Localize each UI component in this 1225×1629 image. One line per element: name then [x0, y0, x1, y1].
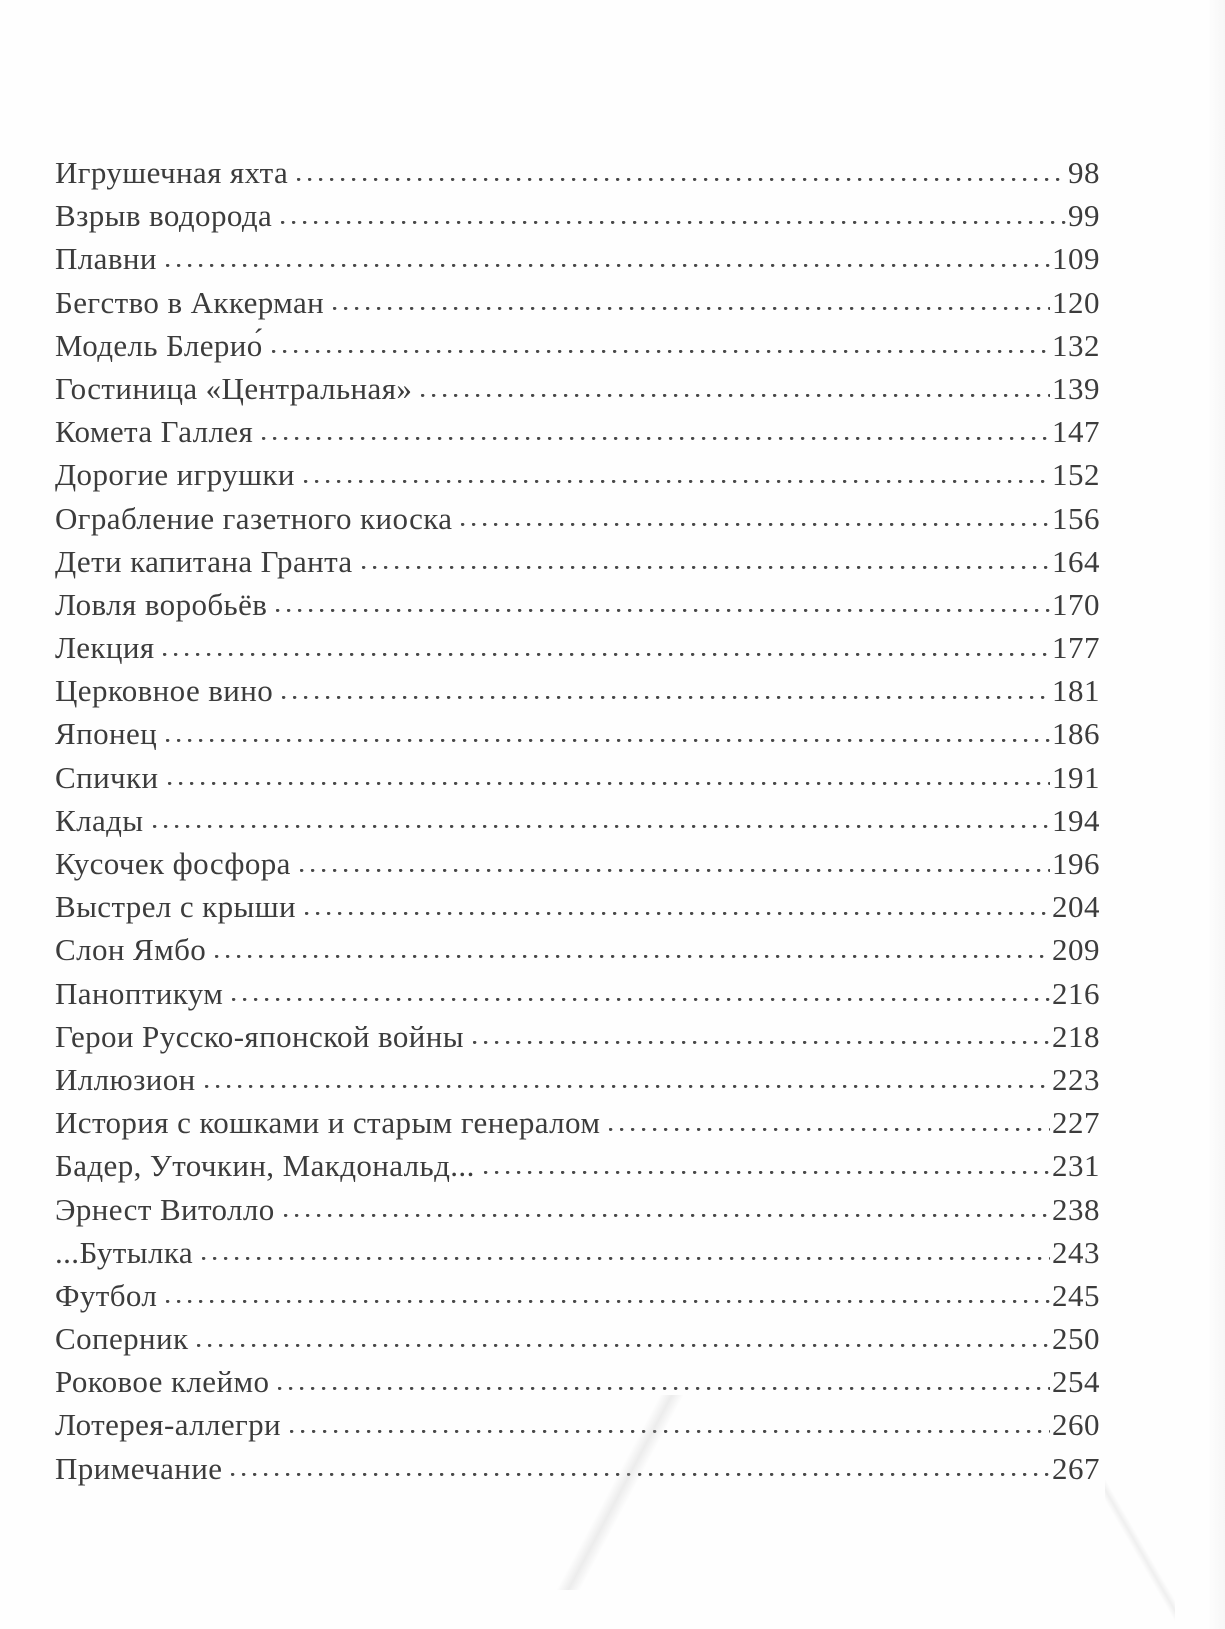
toc-entry: [55, 669, 1100, 712]
toc-entry: [55, 410, 1100, 453]
dot-leader: [163, 634, 1050, 658]
dot-leader: [276, 591, 1050, 615]
scan-crease-artifact: [1105, 1470, 1175, 1629]
toc-entry: [55, 1317, 1100, 1360]
toc-entry-page: 216: [1052, 975, 1100, 1011]
toc-entry-page: 181: [1052, 673, 1100, 709]
toc-entry-page: 204: [1052, 889, 1100, 925]
scan-shading-artifact: [1207, 0, 1225, 1629]
dot-leader: [197, 1325, 1050, 1349]
dot-leader: [421, 375, 1050, 399]
toc-entry: [55, 626, 1100, 669]
toc-entry: [55, 151, 1100, 194]
toc-entry-title: Плавни: [55, 241, 157, 277]
toc-entry: [55, 324, 1100, 367]
toc-entry-page: 152: [1052, 457, 1100, 493]
dot-leader: [232, 980, 1050, 1004]
toc-entry-title: Игрушечная яхта: [55, 155, 289, 190]
toc-entry-title: Соперник: [55, 1321, 189, 1357]
toc-entry-title: Бадер, Уточкин, Макдональд...: [55, 1148, 475, 1184]
dot-leader: [202, 1239, 1050, 1263]
toc-entry-title: Кусочек фосфора: [55, 846, 291, 881]
toc-entry-page: 156: [1052, 500, 1100, 536]
toc-entry-title: Ловля воробьёв: [55, 586, 268, 622]
toc-entry: [55, 842, 1100, 885]
toc-entry-page: 139: [1052, 370, 1100, 406]
toc-entry-title: Взрыв водорода: [55, 198, 273, 234]
toc-entry: [55, 1274, 1100, 1317]
toc-entry: [55, 756, 1100, 799]
toc-entry: [55, 972, 1100, 1015]
dot-leader: [284, 1196, 1050, 1220]
dot-leader: [166, 1282, 1050, 1306]
toc-entry: [55, 1360, 1100, 1403]
dot-leader: [153, 807, 1050, 831]
toc-entry: [55, 583, 1100, 626]
toc-entry-page: 245: [1052, 1277, 1100, 1313]
toc-entry: [55, 885, 1100, 928]
toc-entry-page: 177: [1052, 630, 1100, 666]
toc-entry-title: Герои Русско-японской войны: [55, 1018, 464, 1054]
dot-leader: [281, 202, 1066, 226]
toc-entry-title: Роковое клеймо: [55, 1364, 270, 1400]
toc-entry-title: ...Бутылка: [55, 1234, 193, 1270]
toc-entry: [55, 1231, 1100, 1274]
toc-entry: [55, 712, 1100, 755]
dot-leader: [304, 461, 1050, 485]
toc-entry-page: 109: [1052, 241, 1100, 277]
toc-entry: [55, 1447, 1100, 1490]
toc-entry-title: Клады: [55, 802, 144, 838]
dot-leader: [290, 1411, 1050, 1435]
toc-entry: [55, 1101, 1100, 1144]
dot-leader: [166, 720, 1050, 744]
toc-entry-page: 191: [1052, 759, 1100, 795]
toc-entry: [55, 799, 1100, 842]
toc-entry: [55, 194, 1100, 237]
toc-entry: [55, 1058, 1100, 1101]
toc-entry-title: Лотерея-аллегри: [55, 1407, 282, 1443]
dot-leader: [262, 418, 1050, 442]
toc-entry-page: 223: [1052, 1061, 1100, 1097]
toc-entry-title: Эрнест Витолло: [55, 1191, 275, 1227]
toc-entry: [55, 540, 1100, 583]
toc-entry-page: 260: [1052, 1407, 1100, 1443]
dot-leader: [205, 1066, 1050, 1090]
toc-entry-page: 238: [1052, 1191, 1100, 1227]
dot-leader: [461, 505, 1050, 529]
toc-entry-page: 267: [1052, 1450, 1100, 1486]
dot-leader: [282, 677, 1050, 701]
toc-entry-page: 231: [1052, 1148, 1100, 1184]
dot-leader: [272, 332, 1050, 356]
toc-entry-page: 250: [1052, 1321, 1100, 1357]
toc-entry-page: 164: [1052, 543, 1100, 579]
toc-entry-title: Бегство в Аккерман: [55, 284, 325, 320]
toc-entry-page: 209: [1052, 932, 1100, 968]
toc-entry-page: 132: [1052, 327, 1100, 363]
dot-leader: [215, 936, 1050, 960]
toc-entry-title: Дети капитана Гранта: [55, 543, 353, 579]
toc-entry: [55, 237, 1100, 280]
toc-entry-title: Дорогие игрушки: [55, 457, 295, 493]
toc-entry-title: Лекция: [55, 630, 155, 666]
dot-leader: [168, 764, 1051, 788]
dot-leader: [231, 1455, 1050, 1479]
dot-leader: [609, 1109, 1050, 1133]
toc-entry: [55, 367, 1100, 410]
toc-entry-title: Японец: [55, 716, 158, 752]
toc-entry-page: 227: [1052, 1105, 1100, 1141]
dot-leader: [362, 548, 1050, 572]
toc-entry-page: 120: [1052, 284, 1100, 320]
toc-list: [55, 151, 1100, 1490]
dot-leader: [484, 1152, 1050, 1176]
toc-entry-page: 194: [1052, 802, 1100, 838]
toc-entry-title: Футбол: [55, 1277, 158, 1313]
dot-leader: [305, 893, 1050, 917]
dot-leader: [333, 289, 1050, 313]
dot-leader: [473, 1023, 1050, 1047]
toc-entry-page: 254: [1052, 1364, 1100, 1400]
toc-entry-page: 170: [1052, 586, 1100, 622]
toc-entry-title: Модель Блерио́: [55, 327, 263, 363]
toc-entry-title: История с кошками и старым генералом: [55, 1105, 601, 1141]
dot-leader: [300, 850, 1050, 874]
toc-entry: [55, 281, 1100, 324]
toc-entry-title: Ограбление газетного киоска: [55, 500, 453, 536]
toc-entry-title: Комета Галлея: [55, 414, 254, 450]
toc-entry: [55, 1144, 1100, 1187]
dot-leader: [166, 245, 1050, 269]
toc-entry: [55, 497, 1100, 540]
toc-entry-title: Гостиница «Центральная»: [55, 370, 413, 406]
dot-leader: [278, 1368, 1050, 1392]
toc-entry: [55, 1015, 1100, 1058]
toc-entry-page: 243: [1052, 1234, 1100, 1270]
toc-entry-page: 98: [1068, 155, 1100, 190]
toc-entry-page: 196: [1052, 846, 1100, 881]
toc-entry-title: Церковное вино: [55, 673, 274, 709]
toc-entry-title: Иллюзион: [55, 1061, 196, 1097]
toc-entry-title: Слон Ямбо: [55, 932, 207, 968]
toc-entry: [55, 453, 1100, 496]
toc-entry: [55, 1188, 1100, 1231]
toc-entry-page: 99: [1068, 198, 1100, 234]
toc-entry: [55, 928, 1100, 971]
toc-entry-title: Спички: [55, 759, 159, 795]
toc-entry-page: 218: [1052, 1018, 1100, 1054]
toc-entry-page: 147: [1052, 414, 1100, 450]
toc-entry-title: Паноптикум: [55, 975, 224, 1011]
toc-entry-title: Выстрел с крыши: [55, 889, 297, 925]
toc-entry-title: Примечание: [55, 1450, 223, 1486]
dot-leader: [297, 159, 1066, 183]
toc-entry: [55, 1403, 1100, 1446]
toc-entry-page: 186: [1052, 716, 1100, 752]
